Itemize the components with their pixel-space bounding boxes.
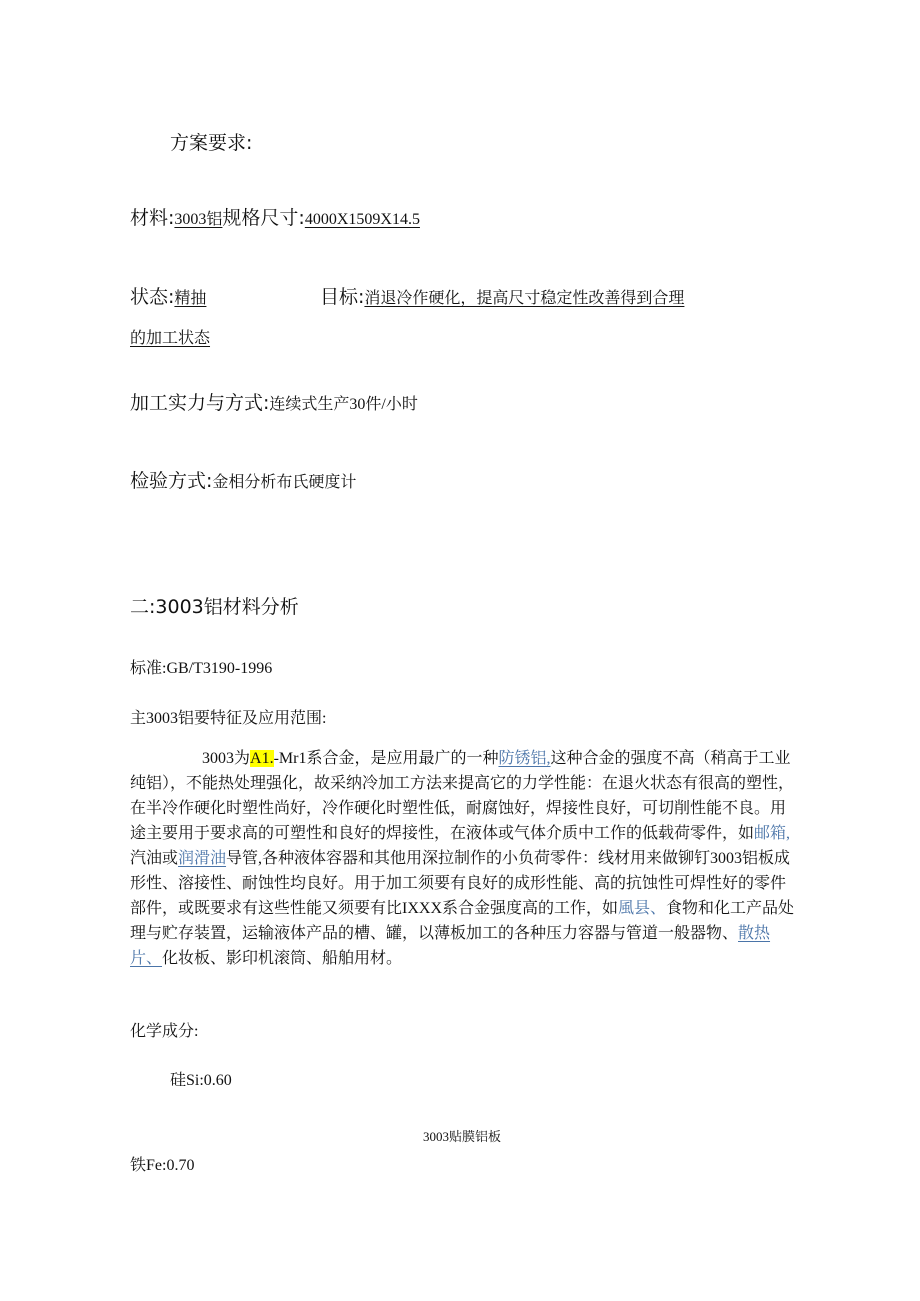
spec-label: 规格尺寸:: [222, 207, 305, 229]
inspection-label: 检验方式:: [130, 470, 213, 492]
standard-line: 标准:GB/T3190-1996: [130, 660, 273, 677]
inspection-line: [130, 466, 356, 493]
iron-value: 铁Fe:0.70: [130, 1157, 195, 1174]
capacity-label: 加工实力与方式:: [130, 392, 270, 414]
goal-value-1: 消退冷作硬化，提高尺寸稳定性改善得到合理: [364, 290, 685, 307]
link-kitchenware[interactable]: 風县、: [618, 900, 667, 917]
capacity-value: 连续式生产30件/小时: [269, 396, 418, 413]
analysis-heading: 二:3003铝材料分析: [130, 596, 299, 618]
plan-heading: 方案要求:: [170, 132, 253, 154]
goal-label: 目标:: [320, 286, 365, 308]
spec-value: 4000X1509X14.5: [304, 211, 420, 228]
material-line: [130, 203, 420, 230]
link-lubricating-oil[interactable]: 润滑油: [178, 850, 227, 867]
figure-caption: 3003贴膜铝板: [423, 1129, 502, 1144]
state-value: 精抽: [174, 290, 207, 307]
features-title: 主3003铝要特征及应用范围:: [130, 710, 327, 727]
link-rust-proof-aluminum[interactable]: 防锈铝,: [498, 750, 551, 767]
link-mailbox[interactable]: 邮箱,: [754, 825, 791, 842]
capacity-line: [130, 388, 418, 415]
goal-line: [320, 282, 684, 309]
link-heat-sink[interactable]: 散热片、: [130, 925, 771, 967]
features-paragraph: 3003为A1.-Mr1系合金，是应用最广的一种防锈铝,这种合金的强度不高（稍高于工业纯铝），不能热处理强化，故采纳冷加工方法来提高它的力学性能：在退火状态有很高的塑性，在半冷作硬化时塑性尚好，冷作硬化时塑性低，耐腐蚀好，焊接性良好，可切削性能不良。用途主要用于要求高的可塑性和良好的焊接性，在液体或气体介质中工作的低载荷零件，如邮箱,汽油或润滑油导管,各种液体容器和其他用深拉制作的小负荷零件：线材用来做铆钉3003铝板成形性、溶接性、耐蚀性均良好。用于加工须要有良好的成形性能、高的抗蚀性可焊性好的零件部件，或既要求有这些性能又须要有比IXXX系合金强度高的工作，如風县、食物和化工产品处理与贮存装置，运输液体产品的槽、罐，以薄板加工的各种压力容器与管道一般器物、散热片、化妆板、影印机滚筒、船舶用材。: [130, 750, 795, 967]
material-label: 材料:: [130, 207, 175, 229]
state-line: [130, 282, 206, 309]
material-value: 3003铝: [174, 211, 223, 228]
silicon-value: 硅Si:0.60: [170, 1072, 232, 1089]
goal-value-2: 的加工状态: [130, 330, 211, 347]
state-label: 状态:: [130, 286, 175, 308]
chem-title: 化学成分:: [130, 1023, 199, 1040]
highlighted-text: A1.: [250, 750, 274, 767]
inspection-value: 金相分析布氏硬度计: [212, 474, 357, 491]
